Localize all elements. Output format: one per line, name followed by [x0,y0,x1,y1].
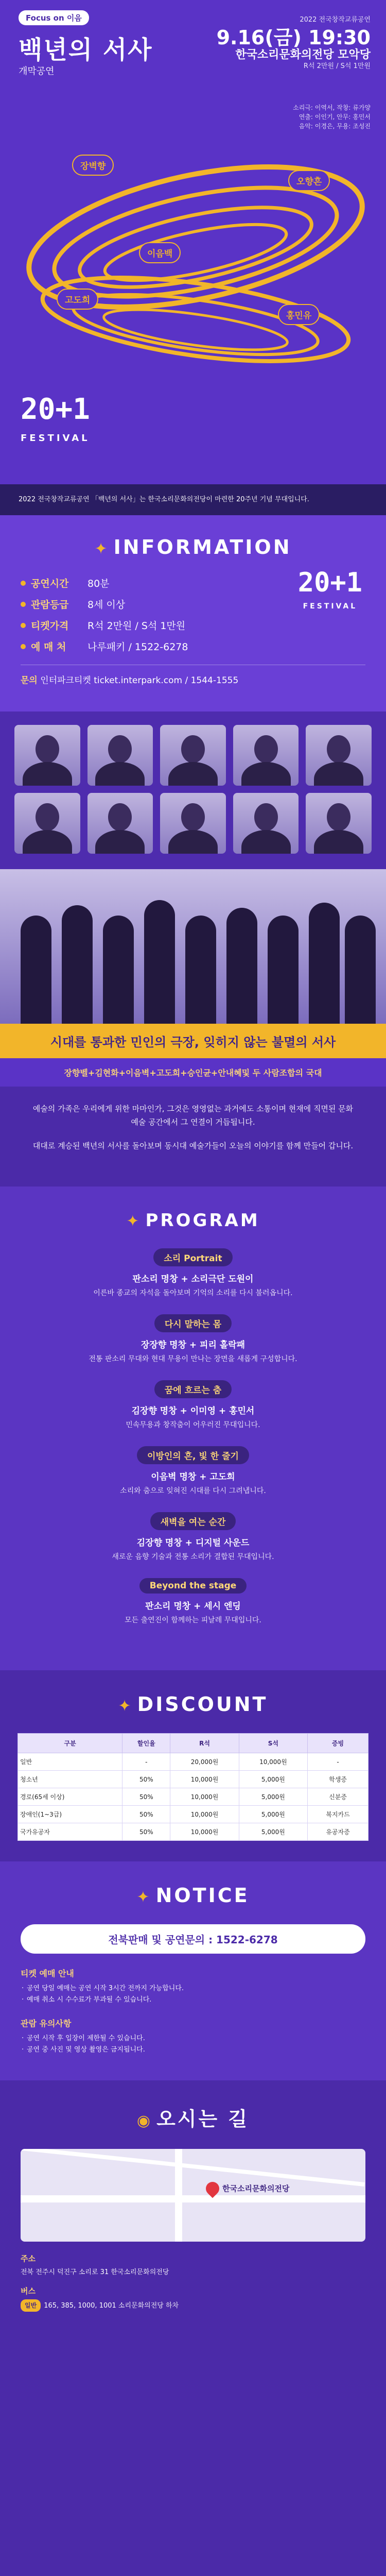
discount-heading: ✦ DISCOUNT [118,1693,268,1716]
info-row: 예 매 처 나루패키 / 1522-6278 [21,639,365,653]
performer-photo-grid [0,711,386,869]
program-item: 새벽을 여는 순간 김장향 명창 + 디지털 사운드 새로운 음향 기술과 전통 소리가 결합된 무대입니다. [31,1512,355,1563]
event-venue: 한국소리문화의전당 모악당 [235,48,371,61]
discount-section [0,1670,386,1861]
bus-info: 일반 165, 385, 1000, 1001 소리문화의전당 하차 [21,2299,365,2312]
performer-photo [306,793,372,854]
performer-photo [160,725,226,786]
notice-subheading: 관람 유의사항 [21,2019,72,2028]
poster-title: 백년의 서사 [19,36,153,64]
info-row: 관람등급 8세 이상 [21,597,365,611]
column-header: 할인율 [122,1734,170,1753]
info-row: 공연시간 80분 [21,576,365,590]
program-item: 소리 Portrait 판소리 명창 + 소리극단 도원이 이른바 종교의 자석을 돌아보며 기억의 소리를 다시 불러옵니다. [31,1248,355,1299]
hero-poster [0,0,386,484]
event-line: 2022 전국창작교류공연 [300,16,371,24]
star-icon: ✦ [118,1697,133,1715]
column-header: S석 [239,1734,307,1753]
intro-paragraph: 대대로 계승된 백년의 서사를 돌아보며 동시대 예술가들이 오늘의 이야기를 함께 만들어 갑니다. [32,1141,354,1150]
performer-photo [233,725,299,786]
column-header: 구분 [18,1734,122,1753]
festival-logo-sub: FESTIVAL [21,433,90,444]
festival-logo-main: 20+1 [21,393,90,426]
table-row: 장애인(1~3급) 50% 10,000원 5,000원 복지카드 [18,1806,369,1823]
performer-photo [306,725,372,786]
credit-line: 연출: 이인기, 안무: 홍민서 [299,113,371,121]
address-heading: 주소 [21,2254,36,2263]
program-item: Beyond the stage 판소리 명창 + 세시 엔딩 모든 출연진이 함께하는 피날레 무대입니다. [31,1578,355,1626]
bullet-icon [21,581,26,586]
program-heading: ✦ PROGRAM [126,1210,260,1231]
performer-photo [87,793,153,854]
performer-pill: 이음백 [139,242,181,263]
table-row: 청소년 50% 10,000원 5,000원 학생증 [18,1771,369,1788]
performer-photo [14,793,80,854]
notice-item: · 공연 당일 예매는 공연 시작 3시간 전까지 가능합니다. [21,1983,365,1994]
festival-logo [21,393,90,451]
map-road [21,2195,365,2202]
performer-photo [233,793,299,854]
notice-item: · 예매 취소 시 수수료가 부과될 수 있습니다. [21,1994,365,2006]
notice-subheading: 티켓 예매 안내 [21,1969,74,1978]
star-icon: ✦ [126,1212,142,1230]
performer-photo [160,793,226,854]
focus-badge: Focus on 이음 [19,10,89,25]
info-festival-logo: 20+1 FESTIVAL [297,567,362,611]
map-label: 한국소리문화의전당 [222,2184,290,2193]
notice-section [0,1861,386,2080]
performer-pill: 오향흔 [288,170,330,191]
intro-text [0,1087,386,1187]
bullet-icon [21,623,26,628]
column-header: 증빙 [308,1734,369,1753]
event-date: 9.16(금) 19:30 [216,26,371,49]
contact-info: 문의 인터파크티켓 ticket.interpark.com / 1544-1555 [21,665,365,688]
location-icon: ◉ [136,2112,153,2130]
contact-link[interactable]: 인터파크티켓 ticket.interpark.com / 1544-1555 [40,675,239,686]
performer-pill: 장벽향 [72,155,114,176]
tagline-banner: 시대를 통과한 민인의 극장, 잊히지 않는 불멸의 서사 [0,1024,386,1058]
program-item: 이방인의 흔, 빛 한 줄기 이음벽 명창 + 고도희 소리와 춤으로 잊혀진 시대를 다시 그려냅니다. [31,1446,355,1497]
poster-credits [293,103,371,131]
performer-pill: 고도희 [57,289,98,310]
credit-line: 소리극: 이역서, 작창: 류가양 [293,104,371,111]
cast-line: 장향벨+김현화+이음벽+고도희+승인균+안내혜및 두 사람조합의 국대 [0,1058,386,1087]
information-heading: ✦ INFORMATION [94,536,292,558]
info-row: 티켓가격 R석 2만원 / S석 1만원 [21,618,365,632]
performer-pill: 홍민유 [278,304,320,325]
table-row: 일반 - 20,000원 10,000원 - [18,1753,369,1771]
program-item: 다시 말하는 몸 장장향 명창 + 피리 홀락패 전통 판소리 무대와 현대 무용이 만나는 장면을 새롭게 구성합니다. [31,1314,355,1365]
discount-table [17,1733,369,1841]
bullet-icon [21,644,26,649]
column-header: R석 [170,1734,239,1753]
table-row: 경로(65세 이상) 50% 10,000원 5,000원 신분증 [18,1788,369,1806]
location-map[interactable] [21,2149,365,2242]
poster-event-info [217,14,371,72]
performer-photo [14,725,80,786]
ensemble-photo [0,869,386,1024]
phone-inquiry-button[interactable]: 전북판매 및 공연문의 : 1522-6278 [21,1924,365,1954]
directions-heading: ◉ 오시는 길 [136,2108,250,2130]
information-section [0,515,386,711]
event-price: R석 2만원 / S석 1만원 [303,62,371,70]
program-section [0,1187,386,1670]
credit-line: 음악: 이경은, 무용: 조성진 [299,123,371,130]
address-text: 전북 전주시 덕진구 소리로 31 한국소리문화의전당 [21,2268,169,2276]
program-item: 꿈에 흐르는 춤 김장향 명창 + 이미영 + 홍민서 민속무용과 창작춤이 어우러진 무대입니다. [31,1380,355,1431]
star-icon: ✦ [94,540,110,558]
star-icon: ✦ [136,1888,152,1906]
table-row: 국가유공자 50% 10,000원 5,000원 유공자증 [18,1823,369,1841]
bullet-icon [21,602,26,607]
notice-item: · 공연 중 사진 및 영상 촬영은 금지됩니다. [21,2044,365,2056]
intro-paragraph: 예술의 가족은 우리에게 위한 마마인가, 그것은 영영없는 과거에도 소통이며 현재에 직면된 문화예술 공간에서 그 연결이 거듭됩니다. [32,1104,354,1127]
notice-item: · 공연 시작 후 입장이 제한될 수 있습니다. [21,2033,365,2044]
directions-section [0,2080,386,2343]
poster-subtitle: 개막공연 [19,66,55,77]
intro-strip: 2022 전국창작교류공연 「백년의 서사」는 한국소리문화의전당이 마련한 20주년 기념 무대입니다. [0,484,386,515]
bus-line-badge: 일반 [21,2299,41,2312]
map-road [21,2149,364,2187]
notice-heading: ✦ NOTICE [136,1884,250,1907]
bus-heading: 버스 [21,2286,36,2296]
performer-photo [87,725,153,786]
